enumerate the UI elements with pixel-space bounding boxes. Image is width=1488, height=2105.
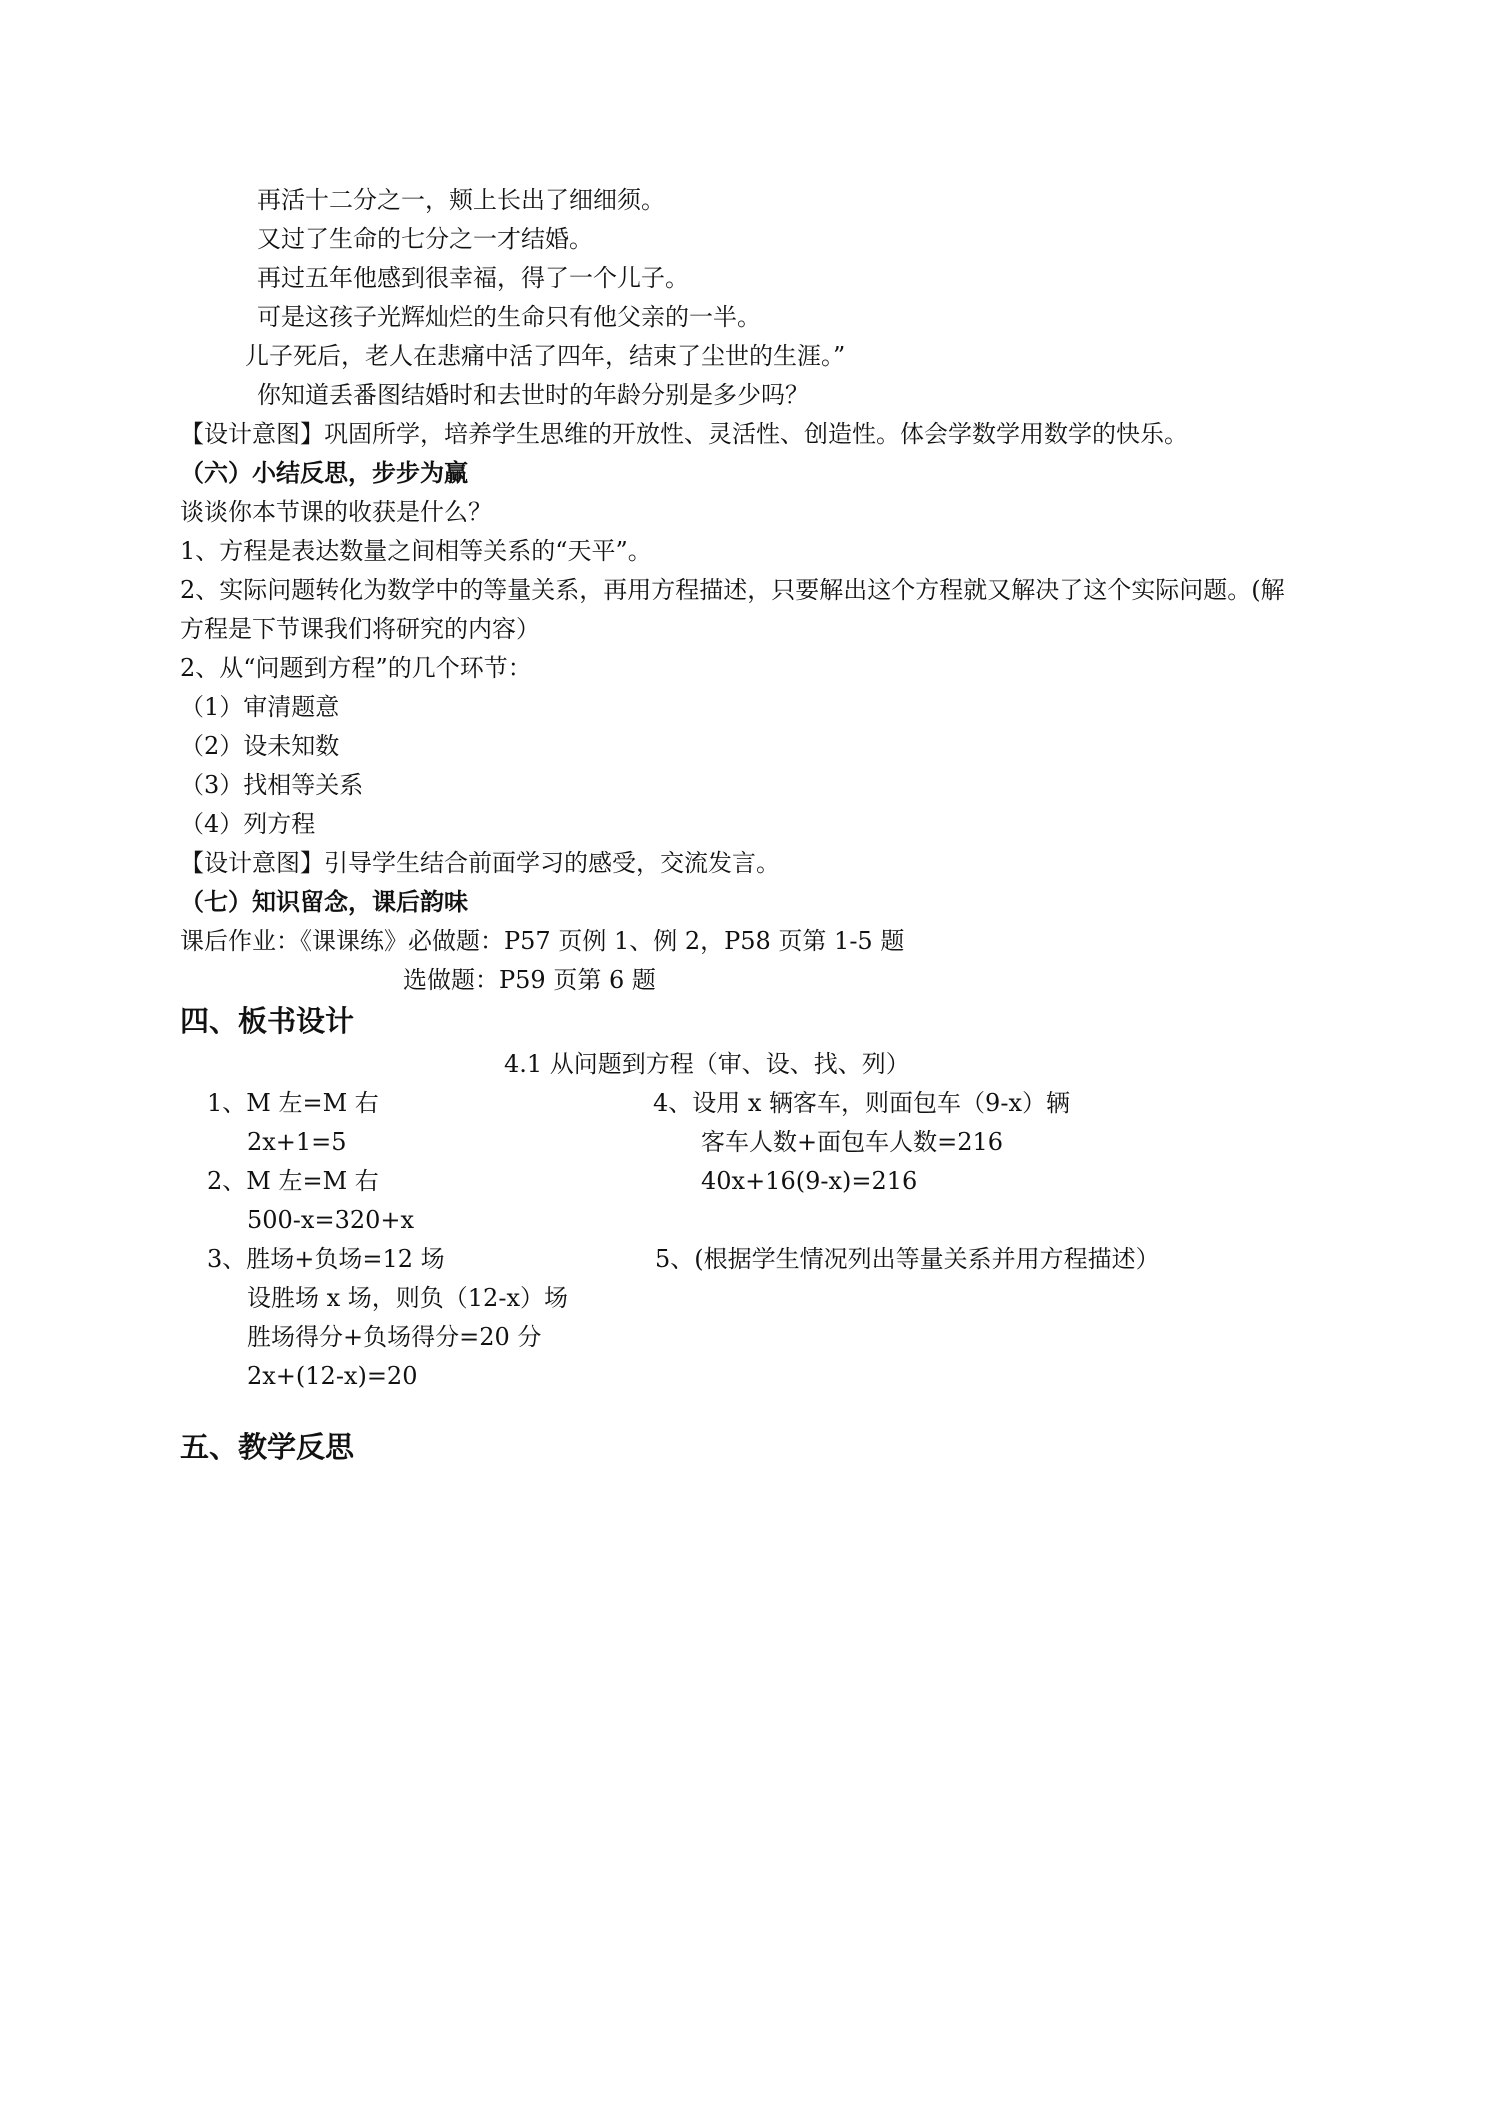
board-left-line-1: 1、M 左=M 右 <box>207 1089 379 1117</box>
summary-item-2a: 2、实际问题转化为数学中的等量关系，再用方程描述，只要解出这个方程就又解决了这个实际问题。(解 <box>180 576 1285 604</box>
board-left-line-3: 2、M 左=M 右 <box>207 1167 379 1195</box>
poem-question: 你知道丢番图结婚时和去世时的年龄分别是多少吗？ <box>257 381 809 409</box>
poem-line-2: 又过了生命的七分之一才结婚。 <box>257 225 593 253</box>
summary-prompt: 谈谈你本节课的收获是什么？ <box>180 498 492 526</box>
poem-line-3: 再过五年他感到很幸福，得了一个儿子。 <box>257 264 689 292</box>
section-6-heading: （六）小结反思，步步为赢 <box>180 458 468 487</box>
board-left-line-8: 2x+(12-x)=20 <box>247 1362 418 1390</box>
section-7-heading: （七）知识留念，课后韵味 <box>180 887 468 916</box>
design-intent-2: 【设计意图】引导学生结合前面学习的感受，交流发言。 <box>180 849 780 877</box>
poem-line-1: 再活十二分之一，颊上长出了细细须。 <box>257 186 665 214</box>
board-right-line-4: 5、(根据学生情况列出等量关系并用方程描述） <box>655 1245 1160 1273</box>
step-1: （1）审清题意 <box>180 693 340 721</box>
poem-line-5: 儿子死后，老人在悲痛中活了四年，结束了尘世的生涯。” <box>245 342 846 370</box>
step-2: （2）设未知数 <box>180 732 340 760</box>
board-left-line-5: 3、胜场+负场=12 场 <box>207 1245 445 1273</box>
step-3: （3）找相等关系 <box>180 771 364 799</box>
board-left-line-4: 500-x=320+x <box>247 1206 415 1234</box>
homework-optional: 选做题：P59 页第 6 题 <box>403 966 656 994</box>
section-5-heading: 五、教学反思 <box>180 1430 355 1464</box>
poem-line-4: 可是这孩子光辉灿烂的生命只有他父亲的一半。 <box>257 303 761 331</box>
homework-required: 课后作业：《课课练》必做题：P57 页例 1、例 2，P58 页第 1-5 题 <box>180 927 905 955</box>
board-left-line-7: 胜场得分+负场得分=20 分 <box>247 1323 542 1351</box>
board-left-line-2: 2x+1=5 <box>247 1128 347 1156</box>
summary-item-2b: 方程是下节课我们将研究的内容） <box>180 615 540 643</box>
summary-item-1: 1、方程是表达数量之间相等关系的“天平”。 <box>180 537 652 565</box>
board-title: 4.1 从问题到方程（审、设、找、列） <box>504 1050 910 1078</box>
summary-item-3: 2、从“问题到方程”的几个环节： <box>180 654 532 682</box>
board-right-line-1: 4、设用 x 辆客车，则面包车（9-x）辆 <box>653 1089 1070 1117</box>
board-left-line-6: 设胜场 x 场，则负（12-x）场 <box>247 1284 568 1312</box>
section-4-heading: 四、板书设计 <box>180 1004 355 1038</box>
board-right-line-3: 40x+16(9-x)=216 <box>701 1167 918 1195</box>
board-right-line-2: 客车人数+面包车人数=216 <box>701 1128 1004 1156</box>
step-4: （4）列方程 <box>180 810 316 838</box>
design-intent-1: 【设计意图】巩固所学，培养学生思维的开放性、灵活性、创造性。体会学数学用数学的快乐。 <box>180 420 1188 448</box>
